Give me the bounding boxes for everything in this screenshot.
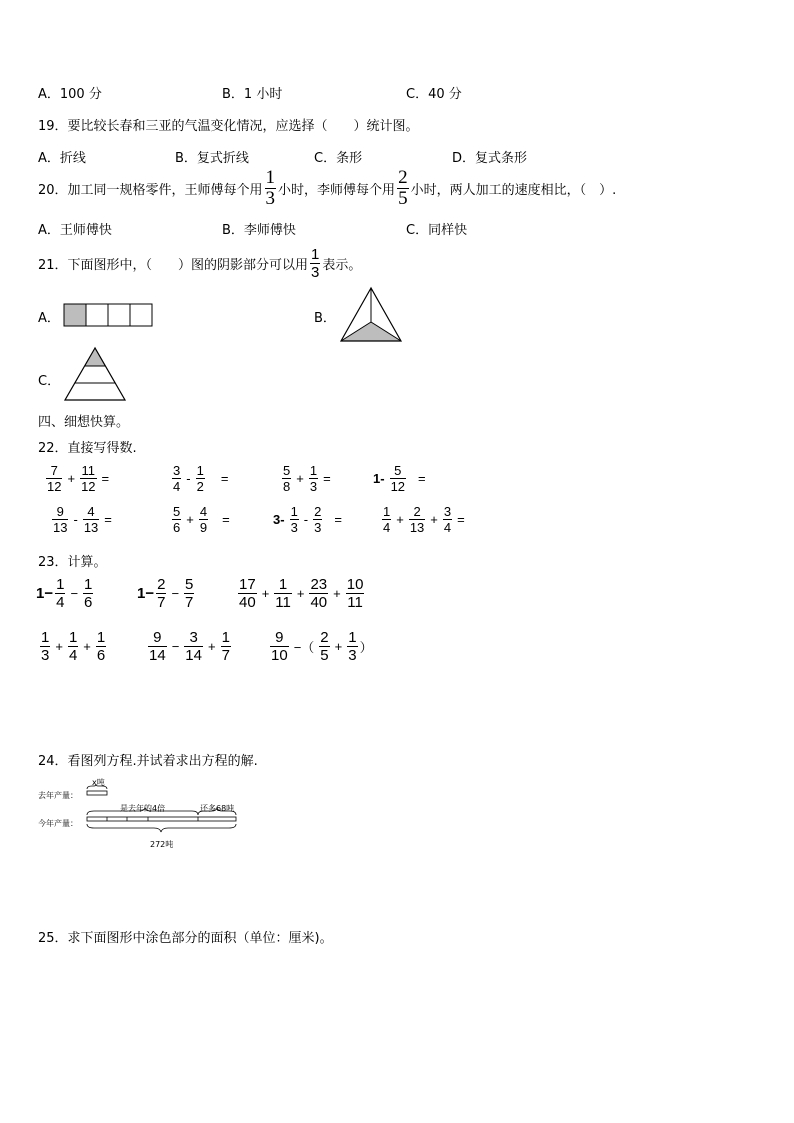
operator: − [171, 639, 180, 654]
operator: - [186, 471, 191, 486]
equals: = [334, 512, 342, 527]
q19-option-b: B．复式折线 [175, 151, 249, 166]
operator: + [430, 512, 438, 527]
q23-expr-6 [268, 629, 373, 664]
q24-line-diagram [84, 783, 244, 843]
q18-option-c: C．40 分 [406, 87, 462, 102]
q20-stem [38, 168, 616, 209]
operator: − [70, 586, 79, 601]
q24-last-year-label: 去年产量： [38, 791, 78, 800]
denominator: 3 [265, 188, 276, 209]
operator: + [261, 586, 270, 601]
q20-option-c: C．同样快 [406, 223, 468, 238]
fraction: $\frac{2}{5}$ [320, 629, 329, 664]
fraction: $\frac{9}{13}$ [53, 504, 68, 535]
fraction: $\frac{5}{12}$ [390, 463, 406, 494]
fraction: $\frac{5}{6}$ [173, 504, 181, 535]
q19-stem: 19．要比较长春和三亚的气温变化情况，应选择（ ）统计图。 [38, 119, 419, 134]
fraction: $\frac{1}{3}$ [348, 629, 357, 664]
prefix: 3- [273, 512, 285, 527]
q21-stem [38, 246, 361, 281]
fraction: $\frac{10}{11}$ [346, 576, 364, 611]
q21-fraction [310, 246, 320, 281]
fraction: $\frac{1}{4}$ [383, 504, 391, 535]
operator: − [171, 586, 180, 601]
q22-title: 22．直接写得数. [38, 441, 137, 456]
fraction: $\frac{7}{12}$ [47, 463, 62, 494]
q22-expr-1 [44, 463, 112, 494]
operator: + [396, 512, 404, 527]
q24-times4-label: 是去年的4倍 [120, 804, 166, 813]
operator: + [296, 586, 305, 601]
fraction: $\frac{1}{4}$ [56, 576, 65, 611]
fraction: $\frac{1}{3}$ [290, 504, 298, 535]
q21-figure-b-triangle [338, 286, 404, 344]
fraction: $\frac{3}{4}$ [173, 463, 181, 494]
q24-x-label: x吨 [92, 778, 105, 787]
q22-expr-8 [380, 504, 468, 535]
q23-expr-4 [38, 629, 108, 664]
q21-option-a-label: A． [38, 311, 60, 326]
denominator: 3 [311, 264, 320, 281]
fraction: $\frac{1}{4}$ [68, 629, 78, 664]
q23-expr-1 [36, 576, 95, 611]
q21-figure-a-rectangle [63, 303, 155, 328]
equals: = [457, 512, 465, 527]
prefix: 1− [137, 585, 155, 602]
fraction: $\frac{4}{9}$ [199, 504, 208, 535]
q22-expr-3 [280, 463, 334, 494]
equals: = [104, 512, 112, 527]
fraction: $\frac{1}{11}$ [275, 576, 291, 611]
fraction: $\frac{9}{10}$ [271, 629, 288, 664]
fraction: $\frac{9}{14}$ [149, 629, 166, 664]
q24-total-label: 272吨 [150, 840, 174, 849]
operator: + [55, 639, 63, 654]
q20-text-1: 20．加工同一规格零件，王师傅每个用 [38, 183, 263, 198]
fraction: $\frac{2}{3}$ [314, 504, 322, 535]
equals: = [101, 471, 110, 486]
fraction: $\frac{1}{3}$ [309, 463, 318, 494]
q23-expr-3 [236, 576, 366, 611]
equals: = [418, 471, 426, 486]
q23-expr-5 [146, 629, 233, 664]
q19-option-c: C．条形 [314, 151, 363, 166]
fraction: $\frac{11}{12}$ [81, 463, 96, 494]
operator: + [67, 471, 76, 486]
q20-option-a: A．王师傅快 [38, 223, 112, 238]
q23-title: 23．计算。 [38, 555, 107, 570]
equals: = [220, 471, 229, 486]
prefix: 1- [373, 471, 385, 486]
operator: + [296, 471, 304, 486]
q21-text-2: 表示。 [322, 258, 362, 273]
operator: - [303, 512, 309, 527]
q20-fraction-wang [265, 168, 277, 209]
q24-this-year-label: 今年产量： [38, 819, 78, 828]
fraction: $\frac{4}{13}$ [83, 504, 99, 535]
q20-text-3: 小时，两人加工的速度相比，（ ）. [410, 183, 617, 198]
q23-expr-2 [137, 576, 196, 611]
fraction: $\frac{3}{4}$ [443, 504, 452, 535]
operator: + [83, 639, 91, 654]
fraction: $\frac{3}{14}$ [185, 629, 202, 664]
q18-option-a: A．100 分 [38, 87, 102, 102]
fraction: $\frac{5}{8}$ [283, 463, 291, 494]
fraction: $\frac{23}{40}$ [310, 576, 328, 611]
operator: + [334, 639, 343, 654]
numerator: 1 [311, 246, 320, 263]
operator: + [186, 512, 194, 527]
section-4-heading: 四、细想快算。 [38, 415, 130, 430]
q22-expr-4 [370, 463, 429, 494]
q21-text-1: 21．下面图形中，（ ）图的阴影部分可以用 [38, 258, 309, 273]
q20-option-b: B．李师傅快 [222, 223, 296, 238]
q22-expr-5 [50, 504, 115, 535]
operator: −（ [293, 640, 315, 655]
prefix: 1− [36, 585, 54, 602]
fraction: $\frac{1}{6}$ [96, 629, 106, 664]
q22-expr-2 [170, 463, 231, 494]
numerator: 2 [398, 167, 408, 188]
q21-option-c-label: C． [38, 374, 61, 389]
operator: + [333, 586, 341, 601]
q24-more-label: 还多68吨 [200, 804, 235, 813]
q21-option-b-label: B． [314, 311, 336, 326]
close-paren: ） [359, 640, 373, 655]
q20-text-2: 小时，李师傅每个用 [278, 183, 396, 198]
fraction: $\frac{17}{40}$ [239, 576, 256, 611]
fraction: $\frac{1}{2}$ [196, 463, 204, 494]
q22-expr-6 [170, 504, 233, 535]
operator: + [207, 639, 216, 654]
q21-figure-c-triangle [62, 346, 128, 402]
denominator: 5 [398, 188, 408, 209]
fraction: $\frac{2}{13}$ [409, 504, 425, 535]
fraction: $\frac{1}{7}$ [221, 629, 230, 664]
q24-title: 24．看图列方程.并试着求出方程的解. [38, 754, 258, 769]
q18-option-b: B．1 小时 [222, 87, 283, 102]
fraction: $\frac{1}{6}$ [84, 576, 93, 611]
fraction: $\frac{2}{7}$ [157, 576, 166, 611]
equals: = [323, 471, 331, 486]
q20-fraction-li [397, 168, 409, 209]
q22-expr-7 [270, 504, 345, 535]
equals: = [222, 512, 230, 527]
fraction: $\frac{1}{3}$ [41, 629, 50, 664]
operator: - [73, 512, 78, 527]
q25-title: 25．求下面图形中涂色部分的面积（单位：厘米)。 [38, 931, 333, 946]
numerator: 1 [265, 167, 276, 188]
fraction: $\frac{5}{7}$ [185, 576, 194, 611]
q19-option-d: D．复式条形 [452, 151, 528, 166]
q19-option-a: A．折线 [38, 151, 86, 166]
